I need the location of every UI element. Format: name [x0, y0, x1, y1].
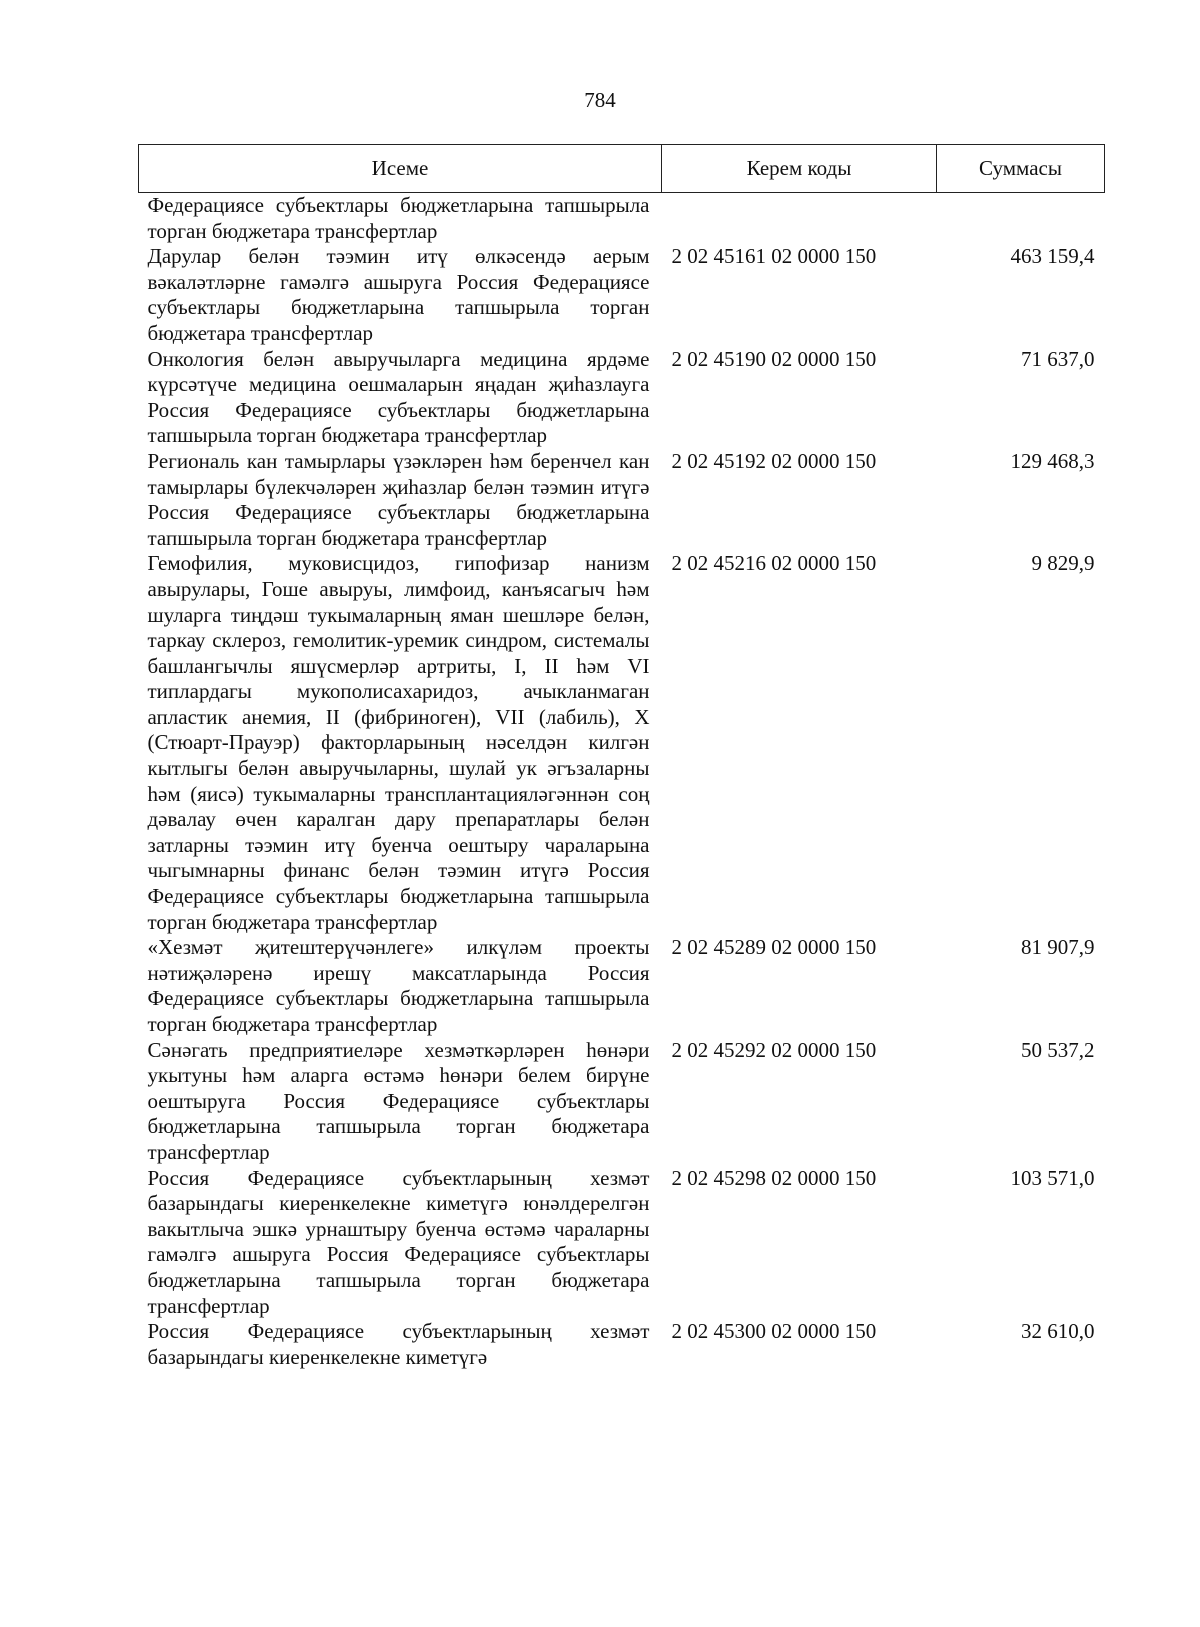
table-row — [139, 551, 1105, 935]
table-row — [139, 193, 1105, 245]
column-header-code: Керем коды — [662, 145, 937, 193]
table-header-row — [139, 145, 1105, 193]
table-row — [139, 244, 1105, 346]
row-sum: 129 468,3 — [1010, 448, 1095, 473]
page-number: 784 — [584, 88, 616, 112]
row-sum: 9 829,9 — [1031, 551, 1095, 576]
row-name: Дарулар белән тәэмин итү өлкәсендә аерым вәкаләтләрне гамәлгә ашыруга Россия Федерациясе субъектлары бюджетларына тапшырыла торган бюджетара трансфертлар — [147, 244, 650, 345]
row-name: «Хезмәт җитештерүчәнлеге» илкүләм проекты нәтиҗәләренә ирешү максатларында Россия Федерациясе субъектлары бюджетларына тапшырыла торган бюджетара трансфертлар — [147, 935, 650, 1036]
row-name: Россия Федерациясе субъектларының хезмәт базарындагы киеренкелекне киметүгә юнәлдерелгән вакытлыча эшкә урнаштыру буенча өстәмә чараларны гамәлгә ашыруга Россия Федерациясе субъектлары бюджетларына тапшырыла торган бюджетара трансфертлар — [147, 1165, 650, 1318]
row-sum: 81 907,9 — [1021, 935, 1095, 960]
row-name: Федерациясе субъектлары бюджетларына тапшырыла торган бюджетара трансфертлар — [147, 193, 650, 243]
table-row — [139, 347, 1105, 449]
row-name: Гемофилия, муковисцидоз, гипофизар нанизм авырулары, Гоше авыруы, лимфоид, канъясагыч һәм шуларга тиңдәш тукымаларның яман шешләре белән, таркау склероз, гемолитик-уремик синдром, системалы башлангычлы яшүсмерләр артриты, I, II һәм VI типлардагы мукополисахаридоз, ачыкланмаган апластик анемия, II (фибриноген), VII (лабиль), X (Стюарт-Прауэр) факторларының нәселдән килгән кытлыгы белән авыручыларны, шулай ук әгъзаларны һәм (яисә) тукымаларны трансплантацияләгәннән соң дәвалау өчен каралган дару препаратлары белән затларны тәэмин итү буенча оештыру чараларына чыгымнарны финанс белән тәэмин итүгә Россия Федерациясе субъектлары бюджетларына тапшырыла торган бюджетара трансфертлар — [147, 551, 650, 934]
column-header-name: Исеме — [139, 145, 662, 193]
row-code: 2 02 45216 02 0000 150 — [671, 551, 877, 576]
row-code: 2 02 45298 02 0000 150 — [671, 1165, 877, 1190]
table-row — [139, 449, 1105, 551]
row-code: 2 02 45289 02 0000 150 — [671, 935, 877, 960]
row-name: Россия Федерациясе субъектларының хезмәт базарындагы киеренкелекне киметүгә — [147, 1319, 650, 1369]
row-name: Онкология белән авыручыларга медицина ярдәме күрсәтүче медицина оешмаларын яңадан җиһазлауга Россия Федерациясе субъектлары бюджетларына тапшырыла торган бюджетара трансфертлар — [147, 346, 650, 448]
column-header-sum: Суммасы — [937, 145, 1105, 193]
budget-table — [138, 144, 1105, 1370]
row-sum: 463 159,4 — [1010, 244, 1095, 269]
row-code: 2 02 45300 02 0000 150 — [671, 1319, 877, 1344]
row-code: 2 02 45192 02 0000 150 — [671, 448, 877, 473]
row-sum: 50 537,2 — [1021, 1037, 1095, 1062]
row-code: 2 02 45292 02 0000 150 — [671, 1037, 877, 1062]
row-code — [662, 193, 937, 245]
table-row — [139, 1166, 1105, 1320]
row-sum: 71 637,0 — [1021, 346, 1095, 371]
row-name: Региональ кан тамырлары үзәкләрен һәм беренчел кан тамырлары бүлекчәләрен җиһазлар белән тәэмин итүгә Россия Федерациясе субъектлары бюджетларына тапшырыла торган бюджетара трансфертлар — [147, 448, 650, 550]
table-row — [139, 1038, 1105, 1166]
row-code: 2 02 45161 02 0000 150 — [671, 244, 877, 269]
row-sum: 32 610,0 — [1021, 1319, 1095, 1344]
row-code: 2 02 45190 02 0000 150 — [671, 346, 877, 371]
table-row — [139, 935, 1105, 1037]
row-sum — [937, 193, 1105, 245]
table-row — [139, 1319, 1105, 1370]
row-sum: 103 571,0 — [1010, 1165, 1095, 1190]
row-name: Сәнәгать предприятиеләре хезмәткәрләрен һөнәри укытуны һәм аларга өстәмә һөнәри белем бирүне оештыруга Россия Федерациясе субъектлары бюджетларына тапшырыла торган бюджетара трансфертлар — [147, 1037, 650, 1164]
